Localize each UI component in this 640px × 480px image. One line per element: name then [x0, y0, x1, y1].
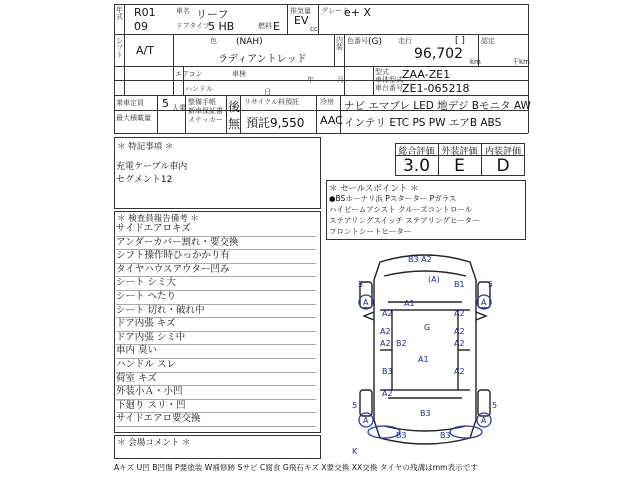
mark-b3-a2: B3 A2: [408, 255, 432, 264]
shift-label: シフト: [116, 37, 123, 59]
header-divider-14: [316, 95, 317, 133]
mileage-label: 走行: [398, 37, 412, 45]
color-code-value: (NAH): [236, 37, 263, 47]
header-divider-7: [344, 34, 345, 95]
inspector-note: シフト操作時ひっかかり有: [116, 250, 316, 264]
mark-b2: B2: [396, 339, 407, 348]
header-divider-10: [157, 95, 158, 133]
inspector-note: 外装小Ａ・小凹: [116, 386, 316, 400]
mark-a-left: A: [363, 298, 369, 307]
recycle-label: リサイクル料預託: [244, 98, 300, 106]
options-line-1: ナビ エマブレ LED 地デジ Bモニタ AW: [344, 100, 531, 112]
mark-a2-r: A2: [454, 309, 465, 318]
maintenance-label: 整備手帳: [188, 98, 216, 106]
car-name-value: リーフ: [196, 8, 229, 21]
capacity-value: 5: [162, 97, 169, 110]
capacity-label: 乗車定員: [116, 99, 144, 107]
mark-b3-l: B3: [382, 367, 393, 376]
sticker-label: ステッカー: [188, 116, 223, 124]
sales-point-4: フロントシートヒーター: [329, 227, 412, 236]
inspector-note: シート へたり: [116, 291, 316, 305]
mark-a2-bl: A2: [382, 389, 393, 398]
inspector-note: シート シミ大: [116, 277, 316, 291]
interior-grade-value: D: [496, 156, 510, 176]
header-row1-line: [114, 34, 528, 35]
sales-point-3: ステアリングスイッチ ステアリングヒーター: [329, 216, 480, 225]
sales-point-1: ●BSホーナリ浜 Pスターター Pガラス: [329, 194, 457, 203]
mark-g: G: [424, 323, 431, 332]
displacement-value: EV: [294, 14, 309, 27]
mirror-right: [476, 312, 486, 320]
header-right-border: [528, 4, 529, 133]
overall-grade-header: 総合評価: [398, 147, 435, 157]
header-divider-1: [124, 4, 125, 95]
mark-a-top: (A): [428, 275, 440, 284]
mark-b3-b: B3: [420, 409, 431, 418]
mark-a-br: A: [481, 416, 487, 425]
mark-ellipse: [450, 426, 482, 438]
model-name-label: 車体型式: [375, 76, 403, 84]
inspector-notes-list: [116, 223, 316, 427]
aircon-label: エアコン: [175, 70, 203, 78]
mark-a2-mr2: A2: [454, 339, 465, 348]
aircon-value: AAC: [320, 114, 343, 127]
interior-grade-header: 内装評価: [484, 147, 521, 157]
special-note-1: 充電ケーブル車内: [116, 162, 188, 172]
chassis-label: 車台番号: [375, 84, 403, 92]
header-row4-line: [114, 95, 528, 96]
inspector-notes-title: ＊ 検査員報告備考 ＊: [117, 214, 199, 224]
mark-a1-mid: A1: [418, 355, 429, 364]
mark-a-right: A: [481, 298, 487, 307]
header-divider-5: [318, 4, 319, 34]
header-row2-line: [114, 66, 528, 67]
inspector-note: ハンドル スレ: [116, 359, 316, 373]
fuel-value: E: [273, 20, 280, 33]
color-name-value: ラディアントレッド: [218, 54, 307, 65]
chassis-no-value: ZE1-065218: [402, 82, 470, 95]
year-unit-label: 年: [307, 76, 314, 84]
max-load-label: 最大積載量: [116, 114, 151, 122]
mark-b3-bl: B3: [396, 431, 407, 440]
mark-a2-rr: A2: [454, 367, 465, 376]
inspector-note: シート 切れ・破れ中: [116, 305, 316, 319]
displacement-label: 排気量: [290, 7, 311, 15]
interior-label: 内装: [336, 36, 343, 51]
mark-5-bl: 5: [352, 401, 358, 410]
exterior-grade-header: 外装評価: [441, 147, 478, 157]
sticker-status-value: 無: [228, 117, 241, 131]
inspector-note: ドア内張 シミ中: [116, 332, 316, 346]
car-damage-diagram: [340, 240, 510, 460]
km-label: km: [470, 58, 481, 66]
year-value: R01: [134, 6, 156, 19]
special-note-2: セグメント12: [116, 175, 173, 185]
inspector-note: アンダーカバー割れ・要交換: [116, 237, 316, 251]
header-divider-13: [240, 95, 241, 133]
header-divider-8: [373, 66, 374, 95]
venue-comments-title: ＊ 会場コメント ＊: [117, 438, 191, 448]
certification-label: 認定: [481, 37, 495, 45]
front-bumper-line: [384, 271, 466, 276]
color-no-label: 色番号: [347, 37, 368, 45]
header-left-border: [114, 4, 115, 133]
model-code-value: ZAA-ZE1: [402, 68, 451, 81]
tire-rear-left: [360, 390, 372, 416]
mark-b3-br: B3: [440, 431, 451, 440]
exterior-grade-value: E: [454, 156, 465, 176]
mark-a2-ml: A2: [380, 327, 391, 336]
prev-km-label: 千km: [512, 58, 530, 66]
header-divider-12: [226, 95, 227, 133]
sales-points-title: ＊ セールスポイント ＊: [329, 184, 419, 194]
cc-label: cc: [310, 25, 318, 33]
inspector-note: サイドエアロ要交換: [116, 413, 316, 427]
special-notes-title: ＊ 特記事項 ＊: [117, 142, 174, 152]
mark-5-br: 5: [492, 401, 498, 410]
cooling-label: 冷房: [320, 98, 334, 106]
recycle-value: 預託9,550: [246, 116, 305, 130]
handle-label: ハンドル: [185, 85, 213, 93]
color-label: 色: [210, 37, 217, 45]
header-divider-4: [287, 4, 288, 34]
inspector-note: タイヤハウスアウター凹み: [116, 264, 316, 278]
mark-a-bl: A: [363, 416, 369, 425]
model-label: 型式: [375, 68, 389, 76]
day-unit-label: 日: [264, 88, 271, 96]
car-name-label: 車名: [176, 7, 190, 15]
mark-k: K: [352, 447, 358, 456]
sales-point-2: ハイビームアシスト クルーズコントロール: [329, 205, 473, 214]
mileage-bracket: [ ]: [455, 36, 465, 46]
header-top-border: [114, 4, 528, 5]
mark-b1: B1: [454, 280, 465, 289]
mileage-value: 96,702: [414, 46, 463, 62]
mirror-left: [364, 312, 374, 320]
overall-grade-value: 3.0: [402, 156, 431, 176]
tire-rear-right: [478, 390, 490, 416]
header-divider-11: [185, 95, 186, 133]
inspector-note: 荷室 キズ: [116, 373, 316, 387]
door-type-label: ドアタイプ: [176, 22, 210, 30]
inspection-label: 車検: [232, 70, 246, 78]
header-divider-2: [173, 34, 174, 95]
damage-legend: Aキズ U凹 B凹傷 P要塗装 W補修跡 Sサビ C腐食 G飛石キズ X要交換 XX交換 タイヤの残溝はmm表示です: [114, 463, 478, 472]
shift-value: A/T: [136, 44, 154, 57]
roof-panel: [392, 310, 458, 390]
year-label: 年式: [116, 6, 123, 21]
mark-a2-l: A2: [382, 309, 393, 318]
mark-a1-top: A1: [404, 299, 415, 308]
header-divider-6: [334, 34, 335, 66]
mark-a2-ml2: A2: [380, 339, 391, 348]
door-type-value: 5 HB: [208, 20, 235, 33]
new-warranty-label: 新車保証書: [188, 107, 223, 115]
inspector-note: 下廻り スリ・凹: [116, 400, 316, 414]
grade-label: グレード: [321, 7, 349, 15]
maint-status-value: 後: [228, 100, 241, 114]
mark-5-left: 5: [358, 280, 364, 289]
inspector-note: サイドエアロキズ: [116, 223, 316, 237]
fuel-label: 燃料: [258, 22, 272, 30]
inspector-note: ドア内張 キズ: [116, 318, 316, 332]
month-unit-label: 月: [337, 76, 344, 84]
color-code2-value: (G): [368, 37, 382, 47]
mark-a2-mr: A2: [454, 327, 465, 336]
options-line-2: インテリ ETC PS PW エアB ABS: [344, 117, 502, 129]
grade-value: e+ X: [344, 6, 372, 19]
month-value: 09: [134, 20, 148, 33]
mark-5-right: 5: [488, 280, 494, 289]
inspector-note: 車内 臭い: [116, 345, 316, 359]
header-row3-line: [114, 80, 528, 81]
person-label: 人乗: [172, 104, 186, 112]
header-row6-line: [114, 133, 528, 134]
